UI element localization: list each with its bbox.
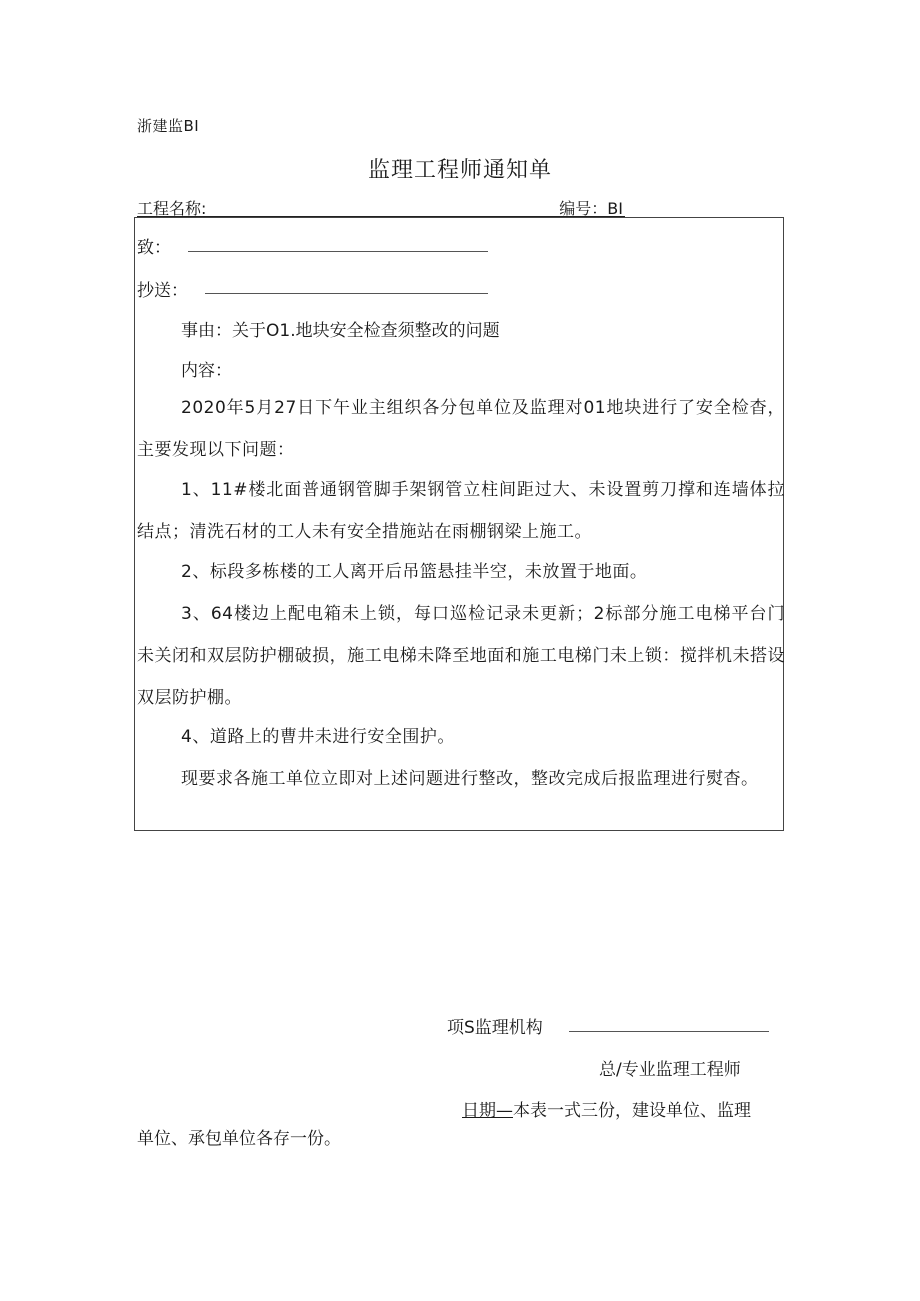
date-label: 日期— xyxy=(462,1101,513,1121)
cc-label: 抄送： xyxy=(137,281,188,301)
cc-field-line xyxy=(205,293,488,294)
issue-item-1: 1、11#楼北面普通钢管脚手架钢管立柱间距过大、未设置剪刀撑和连墙体拉结点；清洗石材的工人未有安全措施站在雨棚钢梁上施工。 xyxy=(137,480,785,542)
issue-item-4: 4、道路上的曹井未进行安全围护。 xyxy=(181,727,455,747)
content-label: 内容： xyxy=(181,361,232,381)
document-title: 监理工程师通知单 xyxy=(367,158,552,183)
serial-number-label: 编号：BI xyxy=(559,199,623,218)
conclusion-paragraph: 现要求各施工单位立即对上述问题进行整改，整改完成后报监理进行熨杳。 xyxy=(181,769,759,789)
issue-item-3: 3、64楼边上配电箱未上锁，每口巡检记录未更新；2标部分施工电梯平台门未关闭和双层防护棚破损，施工电梯未降至地面和施工电梯门未上锁：搅拌机未搭设双层防护棚。 xyxy=(137,604,785,708)
subject-line: 事由：关于O1.地块安全检查须整改的问题 xyxy=(181,321,500,341)
project-name-label: 工程名称: xyxy=(137,199,207,218)
supervising-engineer-label: 总/专业监理工程师 xyxy=(599,1060,741,1080)
intro-paragraph: 2020年5月27日下午业主组织各分包单位及监理对01地块进行了安全检杳，主要发现以下问题： xyxy=(137,398,785,460)
supervision-org-label: 项S监理机构 xyxy=(447,1018,543,1038)
form-code: 浙建监BI xyxy=(137,117,200,135)
footer-note-part-1: 本表一式三份，建设单位、监理 xyxy=(513,1101,751,1121)
issue-item-2: 2、标段多栋楼的工人离开后吊篮悬挂半空，未放置于地面。 xyxy=(181,562,648,582)
supervision-org-line xyxy=(569,1031,769,1032)
to-field-line xyxy=(188,251,488,252)
to-label: 致： xyxy=(137,238,171,258)
footer-note-line-1 xyxy=(462,1094,751,1128)
footer-note-line-2: 单位、承包单位各存一份。 xyxy=(137,1129,341,1149)
meta-line xyxy=(137,196,625,217)
